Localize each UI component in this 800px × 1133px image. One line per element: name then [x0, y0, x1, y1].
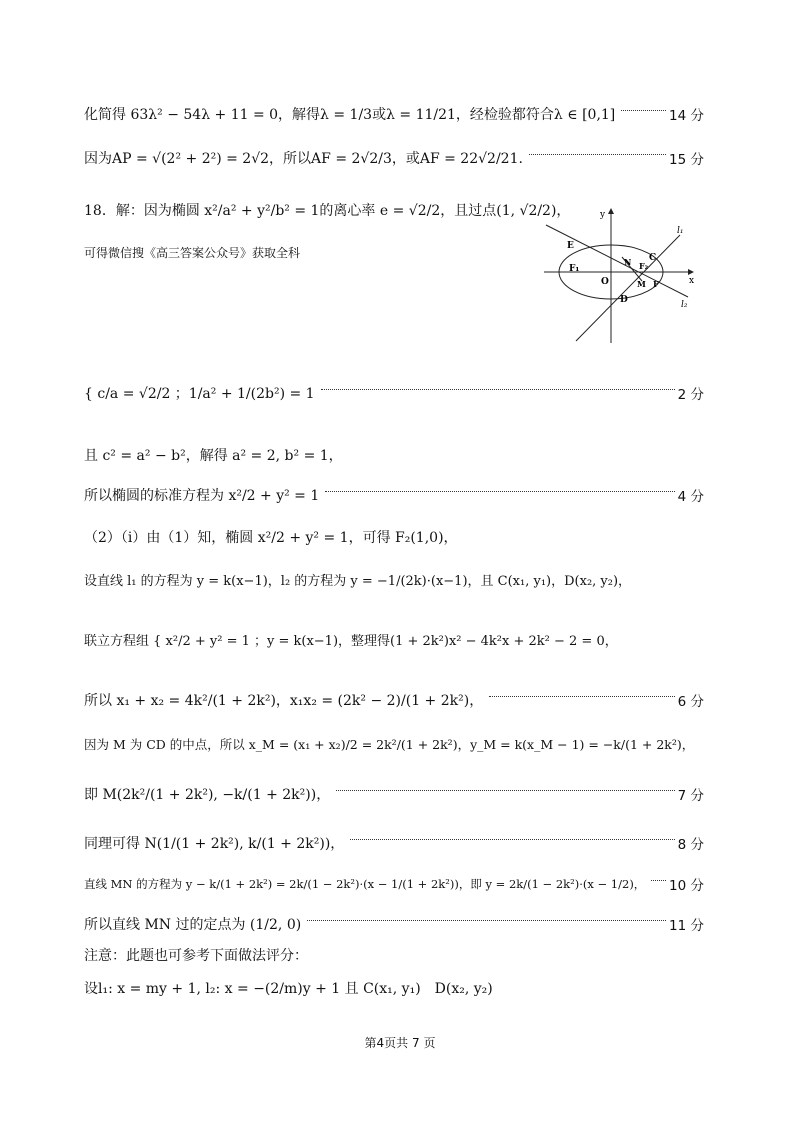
alternative-method-line — [84, 978, 704, 998]
dot-leader — [336, 790, 674, 791]
line-text: 因为AP = √(2² + 2²) = 2√2，所以AF = 2√2/3，或AF = 22√2/21. — [84, 151, 523, 167]
solution-line-6 — [84, 445, 704, 465]
solution-line-11 — [84, 690, 704, 710]
solution-line-14 — [84, 833, 704, 853]
label-l2: l₂ — [681, 300, 688, 310]
solution-line-10 — [84, 630, 704, 649]
line-text: 联立方程组 { x²/2 + y² = 1 ；y = k(x−1)，整理得(1 + 2k²)x² − 4k²x + 2k² − 2 = 0， — [84, 634, 618, 649]
line-text: 且 c² = a² − b²，解得 a² = 2, b² = 1， — [84, 448, 343, 464]
solution-line-16 — [84, 914, 704, 934]
score-label: 10 分 — [669, 878, 704, 894]
score-label: 4 分 — [677, 489, 704, 505]
line-text: （2）（ⅰ）由（1）知，椭圆 x²/2 + y² = 1，可得 F₂(1,0)， — [84, 530, 458, 546]
dot-leader — [529, 154, 666, 155]
dot-leader — [489, 696, 674, 697]
line-text: 18．解：因为椭圆 x²/a² + y²/b² = 1的离心率 e = √2/2，且过点(1, √2/2)， — [84, 203, 571, 219]
score-label: 15 分 — [669, 152, 704, 168]
solution-line-8 — [84, 527, 704, 547]
solution-line-2 — [84, 148, 704, 168]
score-label: 14 分 — [669, 108, 704, 124]
label-f: F — [653, 279, 659, 289]
dot-leader — [621, 110, 666, 111]
label-f1: F₁ — [569, 264, 580, 274]
line-text: 直线 MN 的方程为 y − k/(1 + 2k²) = 2k/(1 − 2k²)·(x − 1/(1 + 2k²))，即 y = 2k/(1 − 2k²)·(x − 1/2)， — [84, 877, 646, 891]
dot-leader — [350, 839, 674, 840]
line-l1 — [576, 235, 680, 341]
score-label: 11 分 — [669, 918, 704, 934]
solution-line-9 — [84, 570, 704, 589]
score-label: 8 分 — [677, 837, 704, 853]
line-text: 所以直线 MN 过的定点为 (1/2, 0) — [84, 917, 302, 933]
label-o: O — [601, 277, 609, 287]
label-e: E — [567, 241, 574, 251]
line-text: 化简得 63λ² − 54λ + 11 = 0，解得λ = 1/3或λ = 11/21，经检验都符合λ ∈ [0,1] — [84, 107, 616, 123]
solution-line-12 — [84, 735, 704, 753]
line-text: 即 M(2k²/(1 + 2k²), −k/(1 + 2k²))， — [84, 787, 331, 803]
line-text: 所以椭圆的标准方程为 x²/2 + y² = 1 — [84, 488, 320, 504]
line-text: { c/a = √2/2 ；1/a² + 1/(2b²) = 1 — [84, 386, 315, 402]
label-l1: l₁ — [677, 226, 684, 236]
dot-leader — [321, 389, 675, 390]
dot-leader — [325, 491, 674, 492]
solution-line-7 — [84, 485, 704, 505]
solution-line-15 — [84, 874, 704, 894]
x-axis-arrow — [688, 269, 694, 275]
dot-leader — [307, 920, 666, 921]
line-text: 可得微信搜《高三答案公众号》获取全科 — [84, 246, 301, 260]
line-text: 设直线 l₁ 的方程为 y = k(x−1)，l₂ 的方程为 y = −1/(2k)·(x−1)，且 C(x₁, y₁)，D(x₂, y₂)， — [84, 574, 632, 589]
line-text: 所以 x₁ + x₂ = 4k²/(1 + 2k²)，x₁x₂ = (2k² − 2)/(1 + 2k²)， — [84, 693, 484, 709]
page-footer: 第4页共 7 页 — [364, 1036, 436, 1050]
label-f2: F₂ — [639, 261, 649, 271]
label-x: x — [689, 276, 695, 286]
label-n: N — [624, 257, 632, 267]
score-label: 7 分 — [677, 788, 704, 804]
solution-line-13 — [84, 784, 704, 804]
line-text: 设l₁: x = my + 1, l₂: x = −(2/m)y + 1 且 C(x₁, y₁) D(x₂, y₂) — [84, 981, 493, 997]
line-text: 同理可得 N(1/(1 + 2k²), k/(1 + 2k²))， — [84, 836, 345, 852]
line-text: 因为 M 为 CD 的中点，所以 x_M = (x₁ + x₂)/2 = 2k²/(1 + 2k²)，y_M = k(x_M − 1) = −k/(1 + 2k²)， — [84, 737, 695, 752]
label-y: y — [600, 210, 606, 220]
solution-line-system — [84, 383, 704, 403]
label-m: M — [637, 279, 646, 289]
dot-leader — [651, 880, 666, 881]
score-label: 6 分 — [677, 694, 704, 710]
grading-note — [84, 945, 704, 965]
line-text: 注意：此题也可参考下面做法评分： — [84, 948, 308, 964]
label-d: D — [620, 295, 628, 305]
y-axis-arrow — [608, 208, 614, 214]
label-c: C — [649, 253, 657, 263]
score-label: 2 分 — [677, 387, 704, 403]
ellipse-diagram — [538, 205, 708, 345]
solution-line-1 — [84, 104, 704, 124]
